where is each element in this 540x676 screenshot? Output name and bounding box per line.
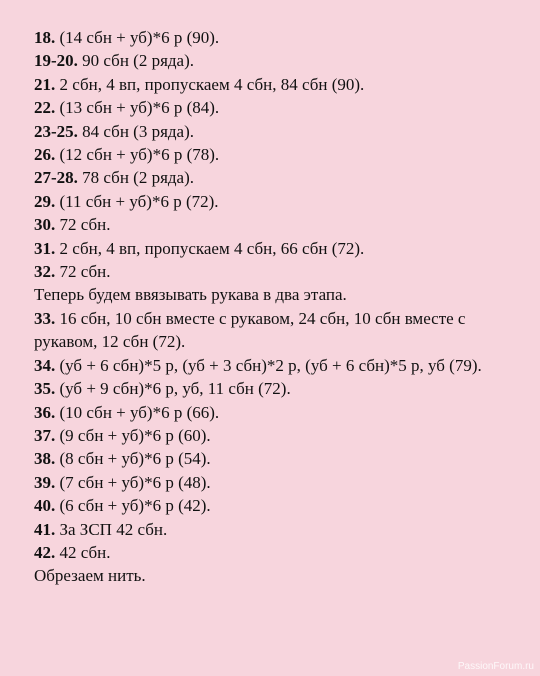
row-number: 39. (34, 472, 56, 492)
row-number: 34. (34, 355, 56, 375)
row-text: 16 сбн, 10 сбн вместе с рукавом, 24 сбн, 10 сбн вместе с рукавом, 12 сбн (72). (34, 308, 466, 352)
row-35 (34, 377, 520, 400)
row-21 (34, 73, 520, 96)
row-number: 35. (34, 379, 56, 399)
row-19-20 (34, 49, 520, 72)
sleeves-note (34, 283, 520, 306)
row-text: 42 сбн. (55, 542, 111, 562)
row-text: 90 сбн (2 ряда). (77, 51, 195, 71)
row-text: 72 сбн. (55, 262, 111, 282)
row-text: (13 сбн + уб)*6 р (84). (55, 98, 220, 118)
row-number: 41. (34, 519, 56, 539)
row-number: 37. (34, 425, 56, 445)
site-watermark: PassionForum.ru (457, 661, 534, 672)
row-text: (уб + 6 сбн)*5 р, (уб + 3 сбн)*2 р, (уб + 6 сбн)*5 р, уб (79). (55, 355, 482, 375)
row-text: (8 сбн + уб)*6 р (54). (55, 449, 211, 469)
row-number: 33. (34, 308, 56, 328)
row-text: 2 сбн, 4 вп, пропускаем 4 сбн, 84 сбн (90). (55, 74, 365, 94)
row-39 (34, 471, 520, 494)
row-text: 2 сбн, 4 вп, пропускаем 4 сбн, 66 сбн (72). (55, 238, 365, 258)
row-text: (6 сбн + уб)*6 р (42). (55, 496, 211, 516)
row-text: За ЗСП 42 сбн. (55, 519, 168, 539)
row-text: Теперь будем ввязывать рукава в два этапа. (34, 285, 347, 305)
row-38 (34, 447, 520, 470)
row-text: (уб + 9 сбн)*6 р, уб, 11 сбн (72). (55, 379, 291, 399)
row-22 (34, 96, 520, 119)
row-number: 32. (34, 262, 56, 282)
row-text: (7 сбн + уб)*6 р (48). (55, 472, 211, 492)
row-31 (34, 237, 520, 260)
row-18 (34, 26, 520, 49)
row-text: (9 сбн + уб)*6 р (60). (55, 425, 211, 445)
row-number: 36. (34, 402, 56, 422)
row-number: 29. (34, 191, 56, 211)
row-33 (34, 307, 520, 354)
row-number: 30. (34, 215, 56, 235)
row-number: 18. (34, 28, 56, 47)
row-text: (10 сбн + уб)*6 р (66). (55, 402, 220, 422)
row-34 (34, 354, 520, 377)
row-text: 84 сбн (3 ряда). (77, 121, 195, 141)
row-text: 72 сбн. (55, 215, 111, 235)
row-number: 26. (34, 145, 56, 165)
row-number: 38. (34, 449, 56, 469)
row-30 (34, 213, 520, 236)
row-number: 31. (34, 238, 56, 258)
row-40 (34, 494, 520, 517)
row-text: 78 сбн (2 ряда). (77, 168, 195, 188)
row-32 (34, 260, 520, 283)
row-number: 21. (34, 74, 56, 94)
row-37 (34, 424, 520, 447)
row-27-28 (34, 166, 520, 189)
row-number: 22. (34, 98, 56, 118)
row-text: Обрезаем нить. (34, 566, 146, 586)
row-29 (34, 190, 520, 213)
pattern-instructions (34, 26, 520, 588)
row-number: 27-28. (34, 168, 78, 188)
row-text: (14 сбн + уб)*6 р (90). (55, 28, 220, 47)
finish-note (34, 564, 520, 587)
row-number: 40. (34, 496, 56, 516)
row-number: 19-20. (34, 51, 78, 71)
row-41 (34, 518, 520, 541)
row-text: (12 сбн + уб)*6 р (78). (55, 145, 220, 165)
row-number: 42. (34, 542, 56, 562)
row-text: (11 сбн + уб)*6 р (72). (55, 191, 219, 211)
row-36 (34, 401, 520, 424)
row-26 (34, 143, 520, 166)
row-42 (34, 541, 520, 564)
row-23-25 (34, 120, 520, 143)
row-number: 23-25. (34, 121, 78, 141)
